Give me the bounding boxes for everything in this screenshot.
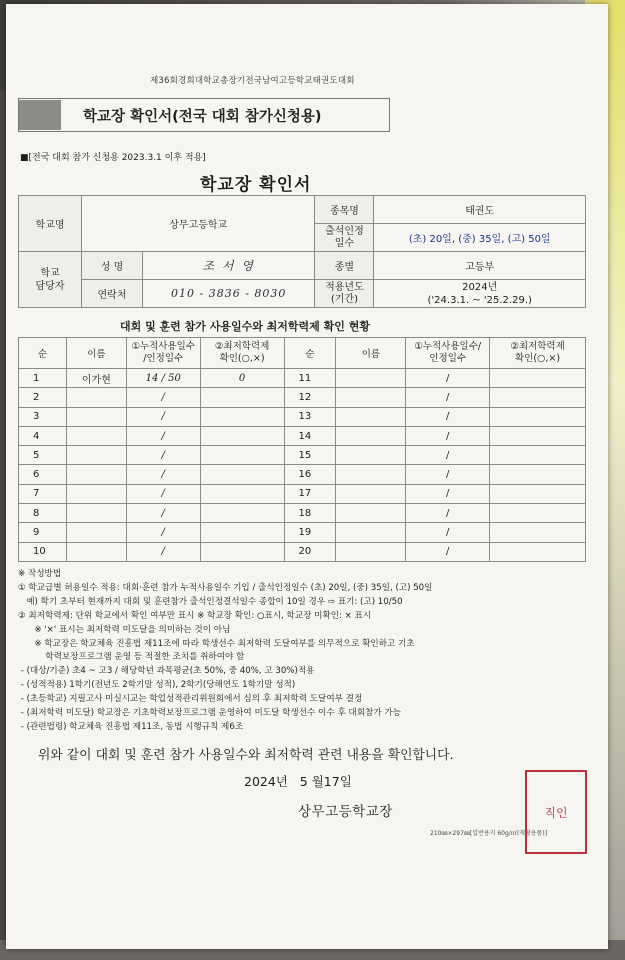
year-label: 적용년도 (기간) — [315, 280, 374, 308]
event-label: 종목명 — [315, 196, 374, 224]
school-value: 상무고등학교 — [82, 196, 315, 252]
table-row — [19, 388, 586, 407]
player-name — [66, 484, 126, 503]
player-name — [66, 465, 126, 484]
instruction-line: - (성적적용) 1학기(전년도 2학기말 성적), 2학기(당해연도 1학기말 성적) — [18, 680, 296, 691]
days-used-right: / — [406, 523, 490, 542]
instruction-line: ※ '×' 표시는 최저학력 미도달을 의미하는 것이 아님 — [18, 624, 231, 635]
player-name-right — [336, 542, 406, 561]
min-check-right — [490, 407, 586, 426]
min-check-right — [490, 426, 586, 445]
min-header: ②최저학력제 확인(○,×) — [200, 338, 284, 369]
min-check-right — [490, 388, 586, 407]
event-value: 태권도 — [374, 196, 586, 224]
player-name — [66, 407, 126, 426]
min-check-right — [490, 484, 586, 503]
days-used-right: / — [406, 465, 490, 484]
confirmation-statement: 위와 같이 대회 및 훈련 참가 사용일수와 최저학력 관련 내용을 확인합니다. — [38, 748, 454, 763]
attendance-label: 출석인정 일수 — [315, 224, 374, 252]
days-used: / — [126, 446, 200, 465]
player-name-right — [336, 523, 406, 542]
attendance-value: (초) 20일, (중) 35일, (고) 50일 — [374, 224, 586, 252]
player-name — [66, 523, 126, 542]
row-number: 6 — [19, 465, 67, 484]
contact-label: 연락처 — [82, 280, 143, 308]
instruction-line: ※ 작성방법 — [18, 569, 62, 579]
days-used-right: / — [406, 504, 490, 523]
row-number-right: 12 — [284, 388, 336, 407]
instruction-line: - (최저학력 미도달) 학교장은 기초학력보장프로그램 운영하여 미도달 학생선수 이수 후 대회참가 가능 — [18, 708, 401, 719]
row-number: 4 — [19, 426, 67, 445]
min-check — [200, 504, 284, 523]
min-check: 0 — [200, 369, 284, 388]
no-header-right: 순 — [284, 338, 336, 369]
player-name: 이가현 — [66, 369, 126, 388]
form-title-box — [18, 98, 390, 132]
row-number-right: 11 — [284, 369, 336, 388]
min-check — [200, 407, 284, 426]
days-used-right: / — [406, 426, 490, 445]
competition-title: 제36회경희대학교총장기전국남여고등학교태권도대회 — [150, 76, 355, 86]
row-number: 7 — [19, 484, 67, 503]
days-used: 14 / 50 — [126, 369, 200, 388]
roster-table — [18, 337, 586, 562]
row-number-right: 19 — [284, 523, 336, 542]
table-row — [19, 465, 586, 484]
days-used-right: / — [406, 542, 490, 561]
days-used: / — [126, 523, 200, 542]
row-number: 5 — [19, 446, 67, 465]
row-number: 1 — [19, 369, 67, 388]
division-value: 고등부 — [374, 252, 586, 280]
row-number-right: 18 — [284, 504, 336, 523]
player-name — [66, 504, 126, 523]
main-title: 학교장 확인서 — [200, 175, 312, 195]
min-check — [200, 542, 284, 561]
table-row — [19, 369, 586, 388]
days-header-right: ①누적사용일수/ 인정일수 — [406, 338, 490, 369]
instruction-line: ※ 학교장은 학교체육 진흥법 제11조에 따라 학생선수 최저학력 도달여부를 의무적으로 확인하고 기초 — [18, 638, 415, 649]
table-row — [19, 407, 586, 426]
application-note: ■[전국 대회 참가 신청용 2023.3.1 이후 적용] — [20, 153, 206, 163]
row-number: 8 — [19, 504, 67, 523]
min-check-right — [490, 504, 586, 523]
player-name-right — [336, 407, 406, 426]
days-used: / — [126, 426, 200, 445]
table-row — [19, 542, 586, 561]
row-number: 10 — [19, 542, 67, 561]
contact-value: 010 - 3836 - 8030 — [143, 280, 315, 308]
instruction-line: - (대상/기준) 초4 ~ 고3 / 해당학년 과목평균(초 50%, 중 40%, 고 30%)적용 — [18, 666, 315, 677]
min-check — [200, 446, 284, 465]
manager-name: 조 서 영 — [143, 252, 315, 280]
days-used-right: / — [406, 484, 490, 503]
days-used: / — [126, 542, 200, 561]
min-check-right — [490, 523, 586, 542]
min-check — [200, 388, 284, 407]
min-check — [200, 465, 284, 484]
row-number-right: 14 — [284, 426, 336, 445]
days-used-right: / — [406, 407, 490, 426]
days-header: ①누적사용일수 /인정일수 — [126, 338, 200, 369]
table-row — [19, 504, 586, 523]
min-check-right — [490, 446, 586, 465]
roster-section-title: 대회 및 훈련 참가 사용일수와 최저학력제 확인 현황 — [120, 320, 370, 333]
instruction-line: ① 학교급별 허용일수 적용: 대회·훈련 참가 누적사용일수 기입 / 출석인정일수 (초) 20일, (중) 35일, (고) 50일 — [18, 582, 433, 593]
min-check — [200, 426, 284, 445]
min-check — [200, 523, 284, 542]
days-used: / — [126, 504, 200, 523]
player-name-right — [336, 426, 406, 445]
player-name-right — [336, 484, 406, 503]
table-row — [19, 484, 586, 503]
days-used: / — [126, 484, 200, 503]
instruction-line: ② 최저학력제: 단위 학교에서 확인 여부만 표시 ※ 학교장 확인: ○표시, 학교장 미확인: × 표시 — [18, 610, 372, 621]
title-gray-block — [19, 100, 61, 130]
min-check-right — [490, 542, 586, 561]
row-number-right: 17 — [284, 484, 336, 503]
row-number-right: 20 — [284, 542, 336, 561]
player-name-right — [336, 465, 406, 484]
table-row — [19, 446, 586, 465]
row-number-right: 15 — [284, 446, 336, 465]
no-header: 순 — [19, 338, 67, 369]
player-name-right — [336, 446, 406, 465]
min-check — [200, 484, 284, 503]
days-used-right: / — [406, 369, 490, 388]
row-number: 2 — [19, 388, 67, 407]
row-number: 3 — [19, 407, 67, 426]
days-used: / — [126, 407, 200, 426]
row-number: 9 — [19, 523, 67, 542]
days-used-right: / — [406, 388, 490, 407]
player-name — [66, 446, 126, 465]
form-title: 학교장 확인서(전국 대회 참가신청용) — [83, 108, 322, 125]
name-label: 성 명 — [82, 252, 143, 280]
official-seal — [525, 770, 587, 854]
row-number-right: 13 — [284, 407, 336, 426]
roster-header — [19, 338, 586, 369]
days-used-right: / — [406, 446, 490, 465]
table-row — [19, 426, 586, 445]
min-check-right — [490, 465, 586, 484]
name-header: 이름 — [66, 338, 126, 369]
division-label: 종별 — [315, 252, 374, 280]
confirmation-date: 2024년 5 월17일 — [244, 774, 352, 789]
days-used: / — [126, 465, 200, 484]
instruction-line: - (관련법령) 학교체육 진흥법 제11조, 동법 시행규칙 제6조 — [18, 721, 244, 732]
seal-text: 직인 — [544, 805, 568, 820]
table-row — [19, 523, 586, 542]
instruction-line: - (초등학교) 지필고사 미실시교는 학업성적관리위원회에서 심의 후 최저학력 도달여부 결정 — [18, 694, 363, 705]
principal-signature: 상무고등학교장 — [298, 804, 393, 820]
player-name — [66, 542, 126, 561]
instruction-line: 학력보장프로그램 운영 등 적절한 조치를 취하여야 함 — [18, 652, 245, 663]
year-value: 2024년 ('24.3.1. ~ '25.2.29.) — [374, 280, 586, 308]
instruction-line: 예) 학기 초부터 현재까지 대회 및 훈련참가 출석인정결석일수 종합이 10일 경우 ⇨ 표기: (고) 10/50 — [18, 596, 403, 607]
info-table — [18, 195, 586, 308]
days-used: / — [126, 388, 200, 407]
player-name — [66, 388, 126, 407]
player-name-right — [336, 388, 406, 407]
row-number-right: 16 — [284, 465, 336, 484]
paper-spec: 210㎜×297㎜[일반용지 60g/㎡(재활용품)] — [430, 830, 548, 837]
player-name — [66, 426, 126, 445]
min-check-right — [490, 369, 586, 388]
name-header-right: 이름 — [336, 338, 406, 369]
player-name-right — [336, 369, 406, 388]
min-header-right: ②최저학력제 확인(○,×) — [490, 338, 586, 369]
school-label: 학교명 — [19, 196, 82, 252]
manager-label: 학교 담당자 — [19, 252, 82, 308]
instructions — [18, 568, 588, 735]
player-name-right — [336, 504, 406, 523]
